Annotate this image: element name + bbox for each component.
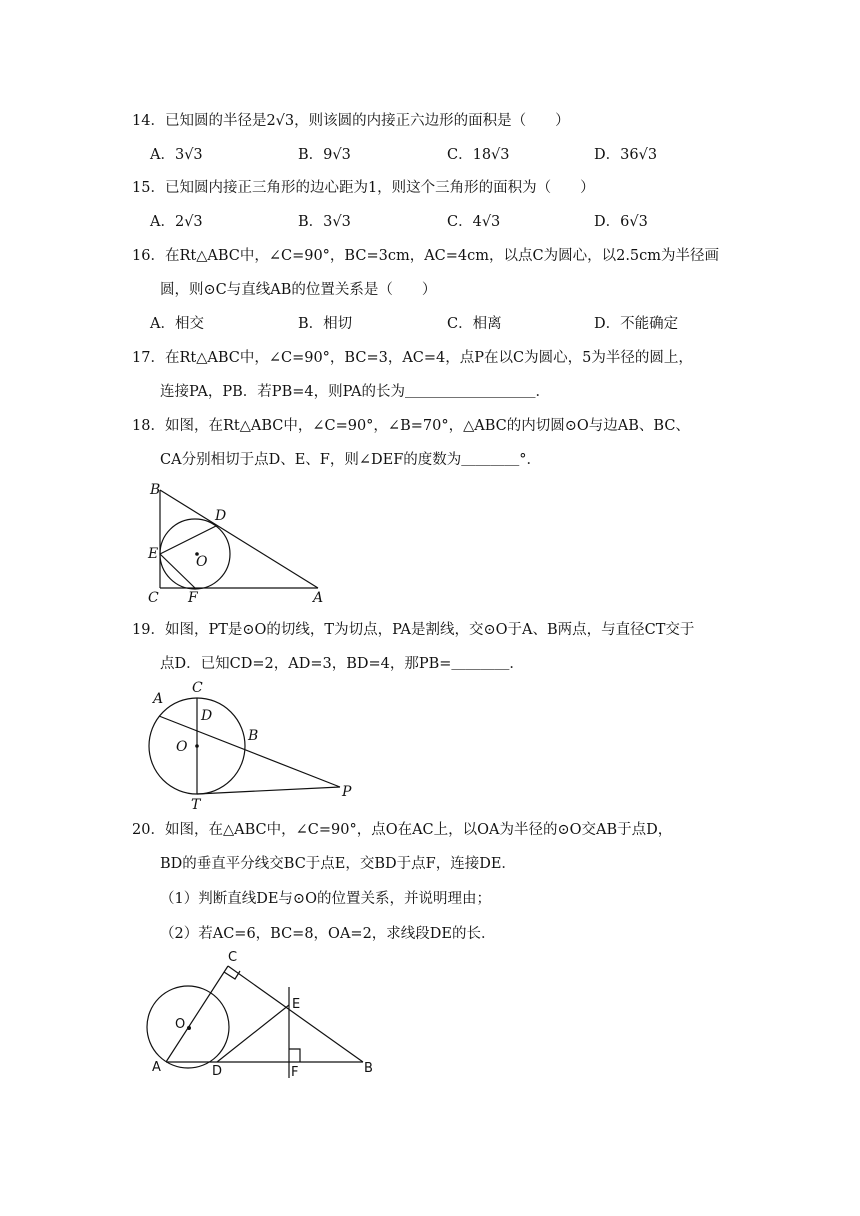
q16-number: 16．	[132, 248, 165, 264]
q19-stem-line-2: 点D．已知CD=2，AD=3，BD=4，那PB=＿＿＿＿．	[160, 656, 524, 672]
q17-number: 17．	[132, 350, 165, 366]
q14-option-c[interactable]: C．18√3	[447, 147, 510, 163]
q20-stem-line-1	[132, 820, 672, 840]
q19-label-t: T	[191, 797, 201, 813]
q19-stem-line-1	[132, 620, 694, 640]
q16-option-b[interactable]: B．相切	[298, 316, 353, 332]
q16-option-d[interactable]: D．不能确定	[594, 316, 679, 332]
q18-side-ab	[160, 490, 318, 588]
q15-stem-line	[132, 178, 595, 198]
q18-label-b: B	[150, 482, 161, 498]
q18-label-d: D	[215, 508, 227, 524]
q16-option-a[interactable]: A．相交	[150, 316, 204, 332]
q19-text-1: 如图，PT是⊙O的切线，T为切点，PA是割线，交⊙O于A、B两点，与直径CT交于	[164, 622, 695, 638]
q19-label-b: B	[248, 728, 259, 744]
q18-label-a: A	[313, 590, 324, 606]
q17-stem-line-2: 连接PA，PB．若PB=4，则PA的长为＿＿＿＿＿＿＿＿＿．	[160, 384, 550, 400]
q16-stem-line-1	[132, 246, 719, 266]
q18-stem-line-2: CA分别相切于点D、E、F，则∠DEF的度数为＿＿＿＿°．	[160, 452, 542, 468]
q19-center-dot	[195, 744, 199, 748]
q15-text: 已知圆内接正三角形的边心距为1，则这个三角形的面积为（ ）	[164, 180, 595, 196]
q20-text-1: 如图，在△ABC中，∠C=90°，点O在AC上，以OA为半径的⊙O交AB于点D，	[164, 822, 673, 838]
q20-label-o: O	[175, 1017, 186, 1032]
q18-label-c: C	[148, 590, 159, 606]
q18-segment-ed	[160, 526, 216, 554]
q16-text-1: 在Rt△ABC中，∠C=90°，BC=3cm，AC=4cm，以点C为圆心，以2.5cm为半径画	[164, 248, 720, 264]
q14-stem-line	[132, 111, 570, 131]
q18-number: 18．	[132, 418, 165, 434]
q15-number: 15．	[132, 180, 165, 196]
q20-number: 20．	[132, 822, 165, 838]
q20-label-c: C	[228, 950, 238, 965]
q18-label-o: O	[196, 554, 208, 570]
q18-figure	[140, 478, 340, 608]
q15-option-c[interactable]: C．4√3	[447, 214, 501, 230]
q18-segment-ef	[160, 554, 195, 588]
q20-stem-line-2: BD的垂直平分线交BC于点E，交BD于点F，连接DE．	[160, 856, 516, 872]
q19-tangent-pt	[197, 787, 340, 794]
q19-label-a: A	[153, 691, 164, 707]
q20-subquestion-2: （2）若AC=6，BC=8，OA=2，求线段DE的长．	[160, 926, 496, 942]
q19-figure	[140, 678, 360, 813]
q19-label-c: C	[192, 680, 203, 696]
q18-label-f: F	[188, 590, 198, 606]
q20-subquestion-1: （1）判断直线DE与⊙O的位置关系，并说明理由；	[160, 891, 491, 907]
q20-label-a: A	[152, 1060, 161, 1075]
q18-label-e: E	[148, 546, 159, 562]
q20-right-angle-f	[289, 1049, 300, 1062]
q16-stem-line-2: 圆，则⊙C与直线AB的位置关系是（ ）	[160, 282, 437, 298]
q18-stem-line-1	[132, 416, 690, 436]
q15-option-a[interactable]: A．2√3	[150, 214, 203, 230]
q20-label-b: B	[364, 1061, 373, 1076]
q20-label-f: F	[291, 1065, 299, 1080]
q19-label-p: P	[342, 784, 352, 800]
q20-side-ac	[166, 966, 228, 1062]
q17-text-1: 在Rt△ABC中，∠C=90°，BC=3，AC=4，点P在以C为圆心，5为半径的圆上，	[164, 350, 693, 366]
q19-number: 19．	[132, 622, 165, 638]
q20-figure	[140, 945, 390, 1080]
q14-text: 已知圆的半径是2√3，则该圆的内接正六边形的面积是（ ）	[164, 113, 570, 129]
q20-label-d: D	[212, 1064, 223, 1079]
q18-text-1: 如图，在Rt△ABC中，∠C=90°，∠B=70°，△ABC的内切圆⊙O与边AB、BC、	[164, 418, 690, 434]
q15-option-d[interactable]: D．6√3	[594, 214, 648, 230]
q16-option-c[interactable]: C．相离	[447, 316, 502, 332]
q14-option-a[interactable]: A．3√3	[150, 147, 203, 163]
q20-center-dot	[187, 1026, 191, 1030]
q20-label-e: E	[292, 997, 301, 1012]
q20-segment-de	[217, 1005, 289, 1062]
q19-label-d: D	[201, 708, 213, 724]
q20-side-cb	[228, 966, 363, 1062]
q17-stem-line-1	[132, 348, 693, 368]
q18-incircle	[160, 519, 230, 589]
q14-number: 14．	[132, 113, 165, 129]
q19-label-o: O	[176, 739, 188, 755]
q14-option-b[interactable]: B．9√3	[298, 147, 351, 163]
q14-option-d[interactable]: D．36√3	[594, 147, 658, 163]
q15-option-b[interactable]: B．3√3	[298, 214, 351, 230]
